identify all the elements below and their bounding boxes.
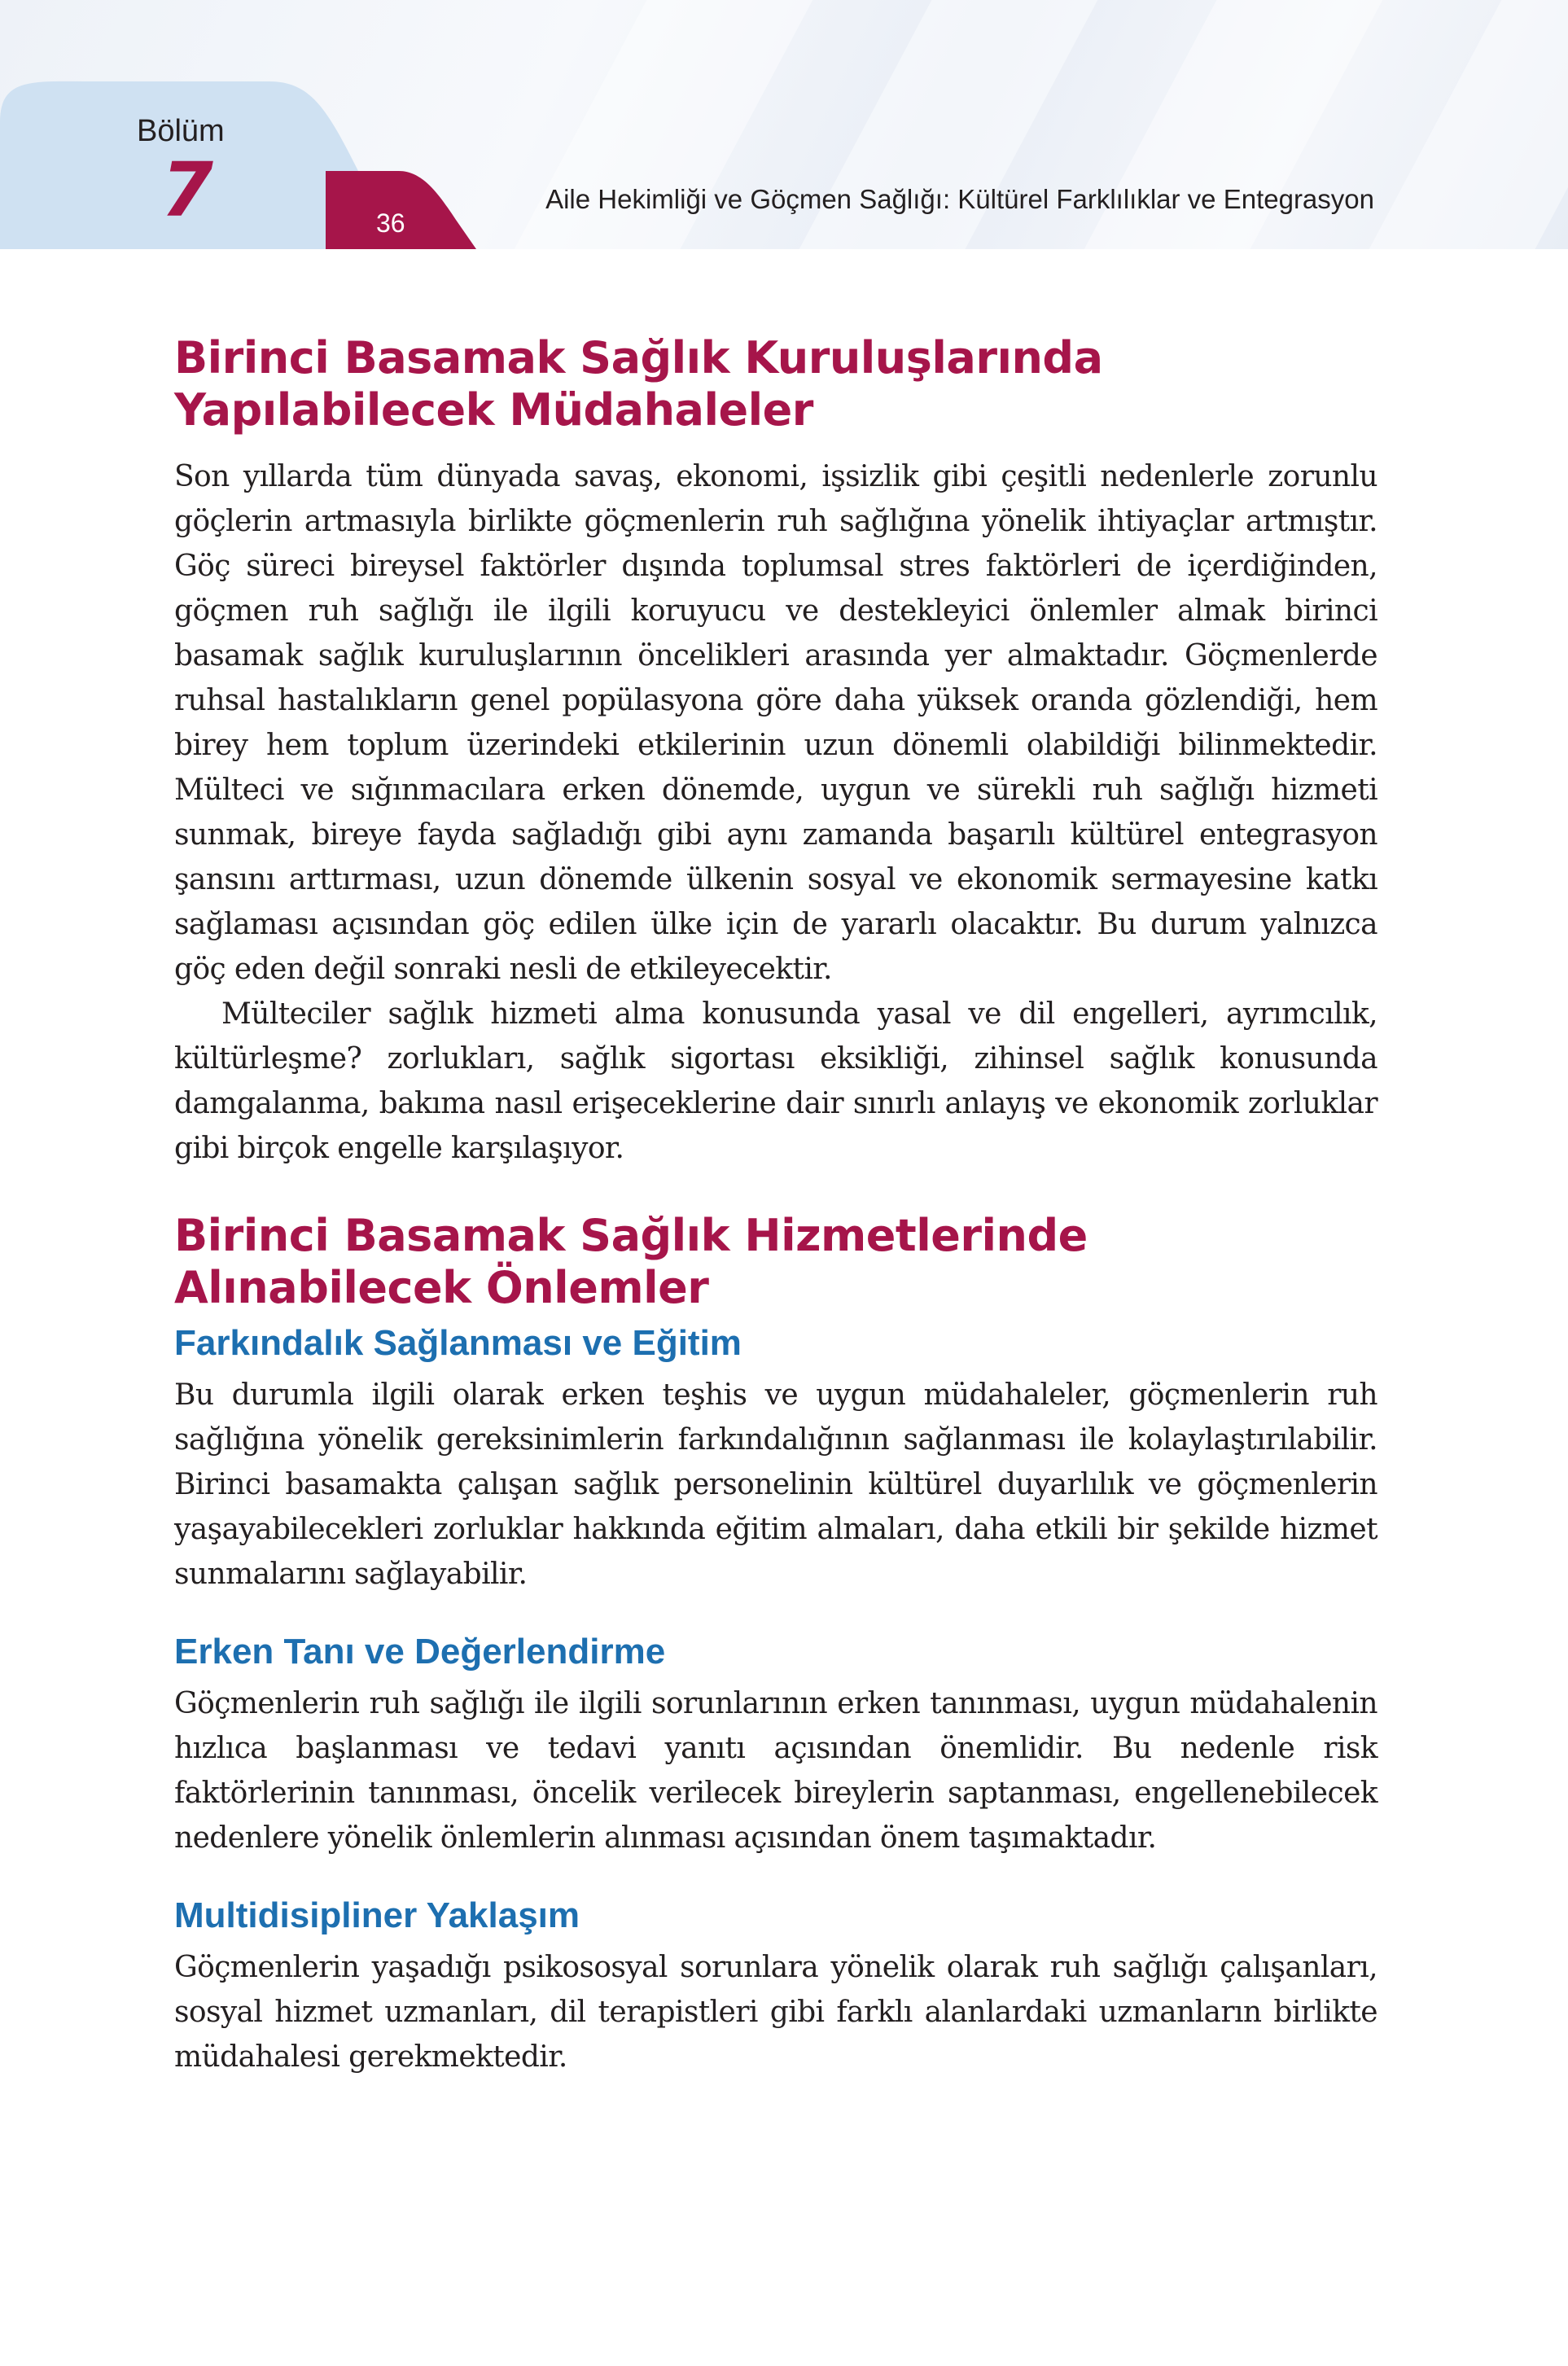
page-content xyxy=(174,332,1377,2079)
paragraph: Göçmenlerin ruh sağlığı ile ilgili sorunlarının erken tanınması, uygun müdahalenin hızlıca başlanması ve tedavi yanıtı açısından önemlidir. Bu nedenle risk faktörlerinin tanınması, öncelik verilecek bireylerin saptanması, engellenebilecek nedenlere yönelik önlemlerin alınması açısından önem taşımaktadır. xyxy=(174,1687,1377,1855)
paragraph: Son yıllarda tüm dünyada savaş, ekonomi, işsizlik gibi çeşitli nedenlerle zorunlu göçlerin artmasıyla birlikte göçmenlerin ruh sağlığına yönelik ihtiyaçlar artmıştır. Göç süreci bireysel faktörler dışında toplumsal stres faktörleri de içerdiğinden, göçmen ruh sağlığı ile ilgili koruyucu ve destekleyici önlemler almak birinci basamak sağlık kuruluşlarının öncelikleri arasında yer almaktadır. Göçmenlerde ruhsal hastalıkların genel popülasyona göre daha yüksek oranda gözlendiği, hem birey hem toplum üzerindeki etkilerinin uzun dönemli olabildiği bilinmektedir. Mülteci ve sığınmacılara erken dönemde, uygun ve sürekli ruh sağlığı hizmeti sunmak, bireye fayda sağladığı gibi aynı zamanda başarılı kültürel entegrasyon şansını arttırması, uzun dönemde ülkenin sosyal ve ekonomik sermayesine katkı sağlaması açısından göç edilen ülke için de yararlı olacaktır. Bu durum yalnızca göç eden değil sonraki nesli de etkileyecektir. xyxy=(174,460,1377,986)
subsection-heading: Multidisipliner Yaklaşım xyxy=(174,1895,580,1935)
section-heading: Birinci Basamak Sağlık Hizmetlerinde Alınabilecek Önlemler xyxy=(174,1210,1088,1313)
subsection-heading: Erken Tanı ve Değerlendirme xyxy=(174,1632,666,1672)
page-header xyxy=(0,0,1568,249)
section-heading: Birinci Basamak Sağlık Kuruluşlarında Yapılabilecek Müdahaleler xyxy=(174,332,1103,436)
paragraph: Bu durumla ilgili olarak erken teşhis ve uygun müdahaleler, göçmenlerin ruh sağlığına yönelik gereksinimlerin farkındalığının sağlanması ile kolaylaştırılabilir. Birinci basamakta çalışan sağlık personelinin kültürel duyarlılık ve göçmenlerin yaşayabilecekleri zorluklar hakkında eğitim almaları, daha etkili bir şekilde hizmet sunmalarını sağlayabilir. xyxy=(174,1378,1377,1591)
subsection-heading: Farkındalık Sağlanması ve Eğitim xyxy=(174,1323,742,1363)
chapter-label: Bölüm xyxy=(137,114,225,148)
page-number: 36 xyxy=(376,208,405,238)
paragraph: Mülteciler sağlık hizmeti alma konusunda yasal ve dil engelleri, ayrımcılık, kültürleşme? zorlukları, sağlık sigortası eksikliği, zihinsel sağlık konusunda damgalanma, bakıma nasıl erişeceklerine dair sınırlı anlayış ve ekonomik zorluklar gibi birçok engelle karşılaşıyor. xyxy=(174,997,1377,1165)
running-title: Aile Hekimliği ve Göçmen Sağlığı: Kültürel Farklılıklar ve Entegrasyon xyxy=(545,184,1374,214)
chapter-number: 7 xyxy=(161,147,214,234)
paragraph: Göçmenlerin yaşadığı psikososyal sorunlara yönelik olarak ruh sağlığı çalışanları, sosyal hizmet uzmanları, dil terapistleri gibi farklı alanlardaki uzmanların birlikte müdahalesi gerekmektedir. xyxy=(174,1951,1377,2074)
